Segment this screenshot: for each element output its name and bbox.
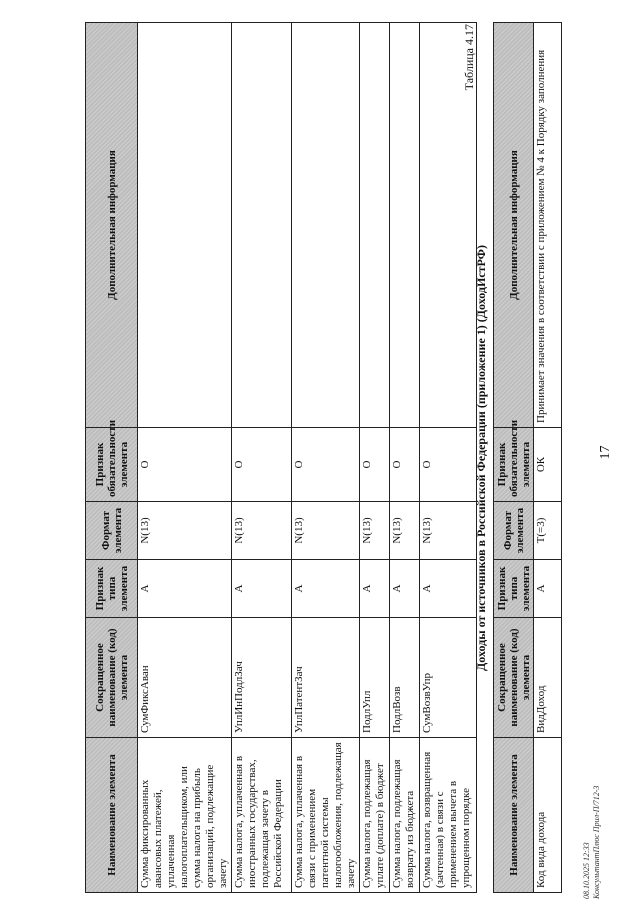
header-name: Наименование элемента bbox=[86, 738, 138, 893]
header-info: Дополнительная информация bbox=[494, 23, 534, 428]
header-format: Формат элемента bbox=[86, 502, 138, 560]
element-name: Сумма налога, возвращенная (зачтенная) в связи с применением вычета в упрощенном порядке bbox=[420, 738, 477, 893]
element-type: А bbox=[534, 560, 562, 618]
element-format: N(13) bbox=[138, 502, 232, 560]
element-type: А bbox=[360, 560, 390, 618]
element-type: А bbox=[292, 560, 360, 618]
element-name: Код вида дохода bbox=[534, 738, 562, 893]
element-format: N(13) bbox=[232, 502, 292, 560]
element-code: ПодлВозв bbox=[390, 618, 420, 738]
header-required: Признак обязательности элемента bbox=[86, 428, 138, 502]
table-row bbox=[360, 23, 390, 893]
element-type: А bbox=[138, 560, 232, 618]
element-required: О bbox=[420, 428, 477, 502]
header-required: Признак обязательности элемента bbox=[494, 428, 534, 502]
element-format: T(=3) bbox=[534, 502, 562, 560]
element-format: N(13) bbox=[360, 502, 390, 560]
element-type: А bbox=[232, 560, 292, 618]
table-header-row bbox=[494, 23, 534, 893]
element-format: N(13) bbox=[292, 502, 360, 560]
header-code: Сокращенное наименование (код) элемента bbox=[494, 618, 534, 738]
element-info bbox=[232, 23, 292, 428]
element-required: ОК bbox=[534, 428, 562, 502]
element-required: О bbox=[232, 428, 292, 502]
element-code: СумВозвУпр bbox=[420, 618, 477, 738]
footer-timestamp: 08.10.2025 12:33 bbox=[582, 842, 591, 899]
element-format: N(13) bbox=[390, 502, 420, 560]
element-required: О bbox=[390, 428, 420, 502]
element-name: Сумма налога, подлежащая возврату из бюджета bbox=[390, 738, 420, 893]
income-sources-table bbox=[493, 22, 562, 893]
element-code: СумФиксАван bbox=[138, 618, 232, 738]
table-row bbox=[292, 23, 360, 893]
table-row bbox=[534, 23, 562, 893]
element-code: ПодлУпл bbox=[360, 618, 390, 738]
header-type: Признак типа элемента bbox=[494, 560, 534, 618]
element-required: О bbox=[360, 428, 390, 502]
header-format: Формат элемента bbox=[494, 502, 534, 560]
element-required: О bbox=[138, 428, 232, 502]
element-name: Сумма фиксированных авансовых платежей, уплаченная налогоплательщиком, или сумма налога на прибыль организаций, подлежащие зачету bbox=[138, 738, 232, 893]
element-code: УплПатентЗач bbox=[292, 618, 360, 738]
footer-reference: КонсультантПлюс Прил-П/712-3 bbox=[592, 785, 601, 899]
header-type: Признак типа элемента bbox=[86, 560, 138, 618]
element-info bbox=[360, 23, 390, 428]
element-type: А bbox=[390, 560, 420, 618]
element-info bbox=[138, 23, 232, 428]
element-code: ВидДоход bbox=[534, 618, 562, 738]
element-name: Сумма налога, уплаченная в связи с применением патентной системы налогообложения, подлежащая зачету bbox=[292, 738, 360, 893]
element-info bbox=[292, 23, 360, 428]
element-info bbox=[390, 23, 420, 428]
table-row bbox=[232, 23, 292, 893]
element-code: УплИнПодлЗач bbox=[232, 618, 292, 738]
header-code: Сокращенное наименование (код) элемента bbox=[86, 618, 138, 738]
header-name: Наименование элемента bbox=[494, 738, 534, 893]
page-number: 17 bbox=[598, 445, 613, 460]
element-format: N(13) bbox=[420, 502, 477, 560]
table-title: Доходы от источников в Российской Федерации (приложение 1) (ДоходИстРФ) bbox=[474, 245, 488, 671]
table-row bbox=[138, 23, 232, 893]
elements-table bbox=[85, 22, 477, 893]
element-type: А bbox=[420, 560, 477, 618]
element-required: О bbox=[292, 428, 360, 502]
element-name: Сумма налога, подлежащая уплате (доплате) в бюджет bbox=[360, 738, 390, 893]
element-name: Сумма налога, уплаченная в иностранных государствах, подлежащая зачету в Российской Федерации bbox=[232, 738, 292, 893]
table-number-label: Таблица 4.17 bbox=[462, 24, 476, 91]
element-info: Принимает значения в соответствии с приложением № 4 к Порядку заполнения bbox=[534, 23, 562, 428]
header-info: Дополнительная информация bbox=[86, 23, 138, 428]
table-row bbox=[390, 23, 420, 893]
table-header-row bbox=[86, 23, 138, 893]
